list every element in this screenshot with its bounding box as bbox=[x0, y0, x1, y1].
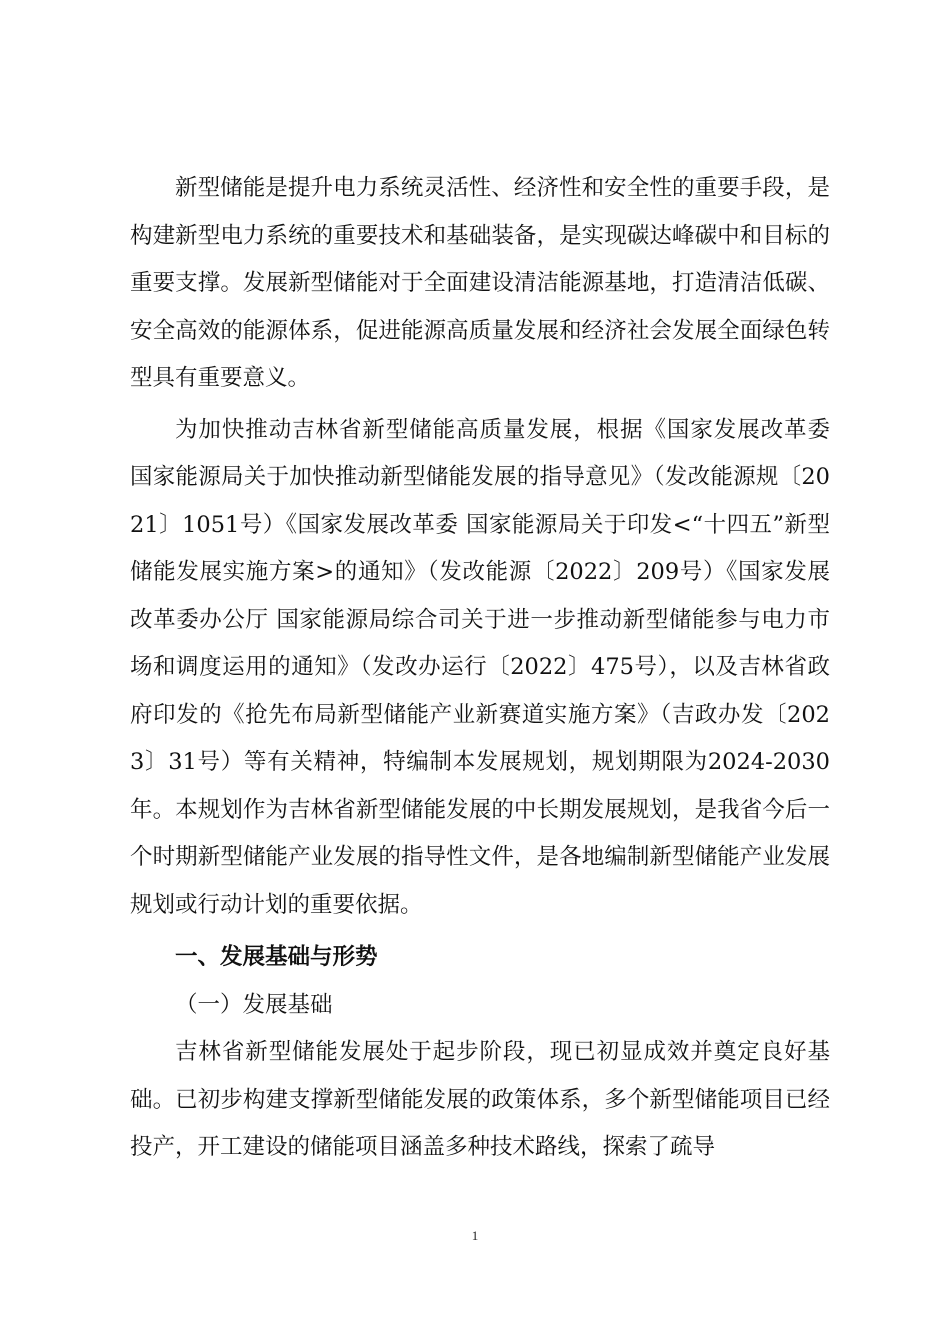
intro-paragraph: 新型储能是提升电力系统灵活性、经济性和安全性的重要手段，是构建新型电力系统的重要技术和基础装备，是实现碳达峰碳中和目标的重要支撑。发展新型储能对于全面建设清洁能源基地，打造清洁低碳、安全高效的能源体系，促进能源高质量发展和经济社会发展全面绿色转型具有重要意义。 bbox=[130, 175, 830, 391]
subsection-heading: （一）发展基础 bbox=[175, 992, 333, 1018]
page-number: 1 bbox=[471, 1228, 479, 1243]
section-heading: 一、发展基础与形势 bbox=[175, 944, 378, 970]
foundation-paragraph: 吉林省新型储能发展处于起步阶段，现已初显成效并奠定良好基础。已初步构建支撑新型储能发展的政策体系，多个新型储能项目已经投产，开工建设的储能项目涵盖多种技术路线，探索了疏导 bbox=[130, 1039, 830, 1160]
document-body bbox=[130, 165, 830, 1176]
basis-paragraph: 为加快推动吉林省新型储能高质量发展，根据《国家发展改革委 国家能源局关于加快推动新型储能发展的指导意见》（发改能源规〔2021〕1051号）《国家发展改革委 国家能源局关于印发<“十四五”新型储能发展实施方案>的通知》（发改能源〔2022〕209号）《国家发展改革委办公厅 国家能源局综合司关于进一步推动新型储能参与电力市场和调度运用的通知》（发改办运行〔2022〕475号），以及吉林省政府印发的《抢先布局新型储能产业新赛道实施方案》（吉政办发〔2023〕31号）等有关精神，特编制本发展规划，规划期限为2024-2030年。本规划作为吉林省新型储能发展的中长期发展规划，是我省今后一个时期新型储能产业发展的指导性文件，是各地编制新型储能产业发展规划或行动计划的重要依据。 bbox=[130, 416, 830, 918]
